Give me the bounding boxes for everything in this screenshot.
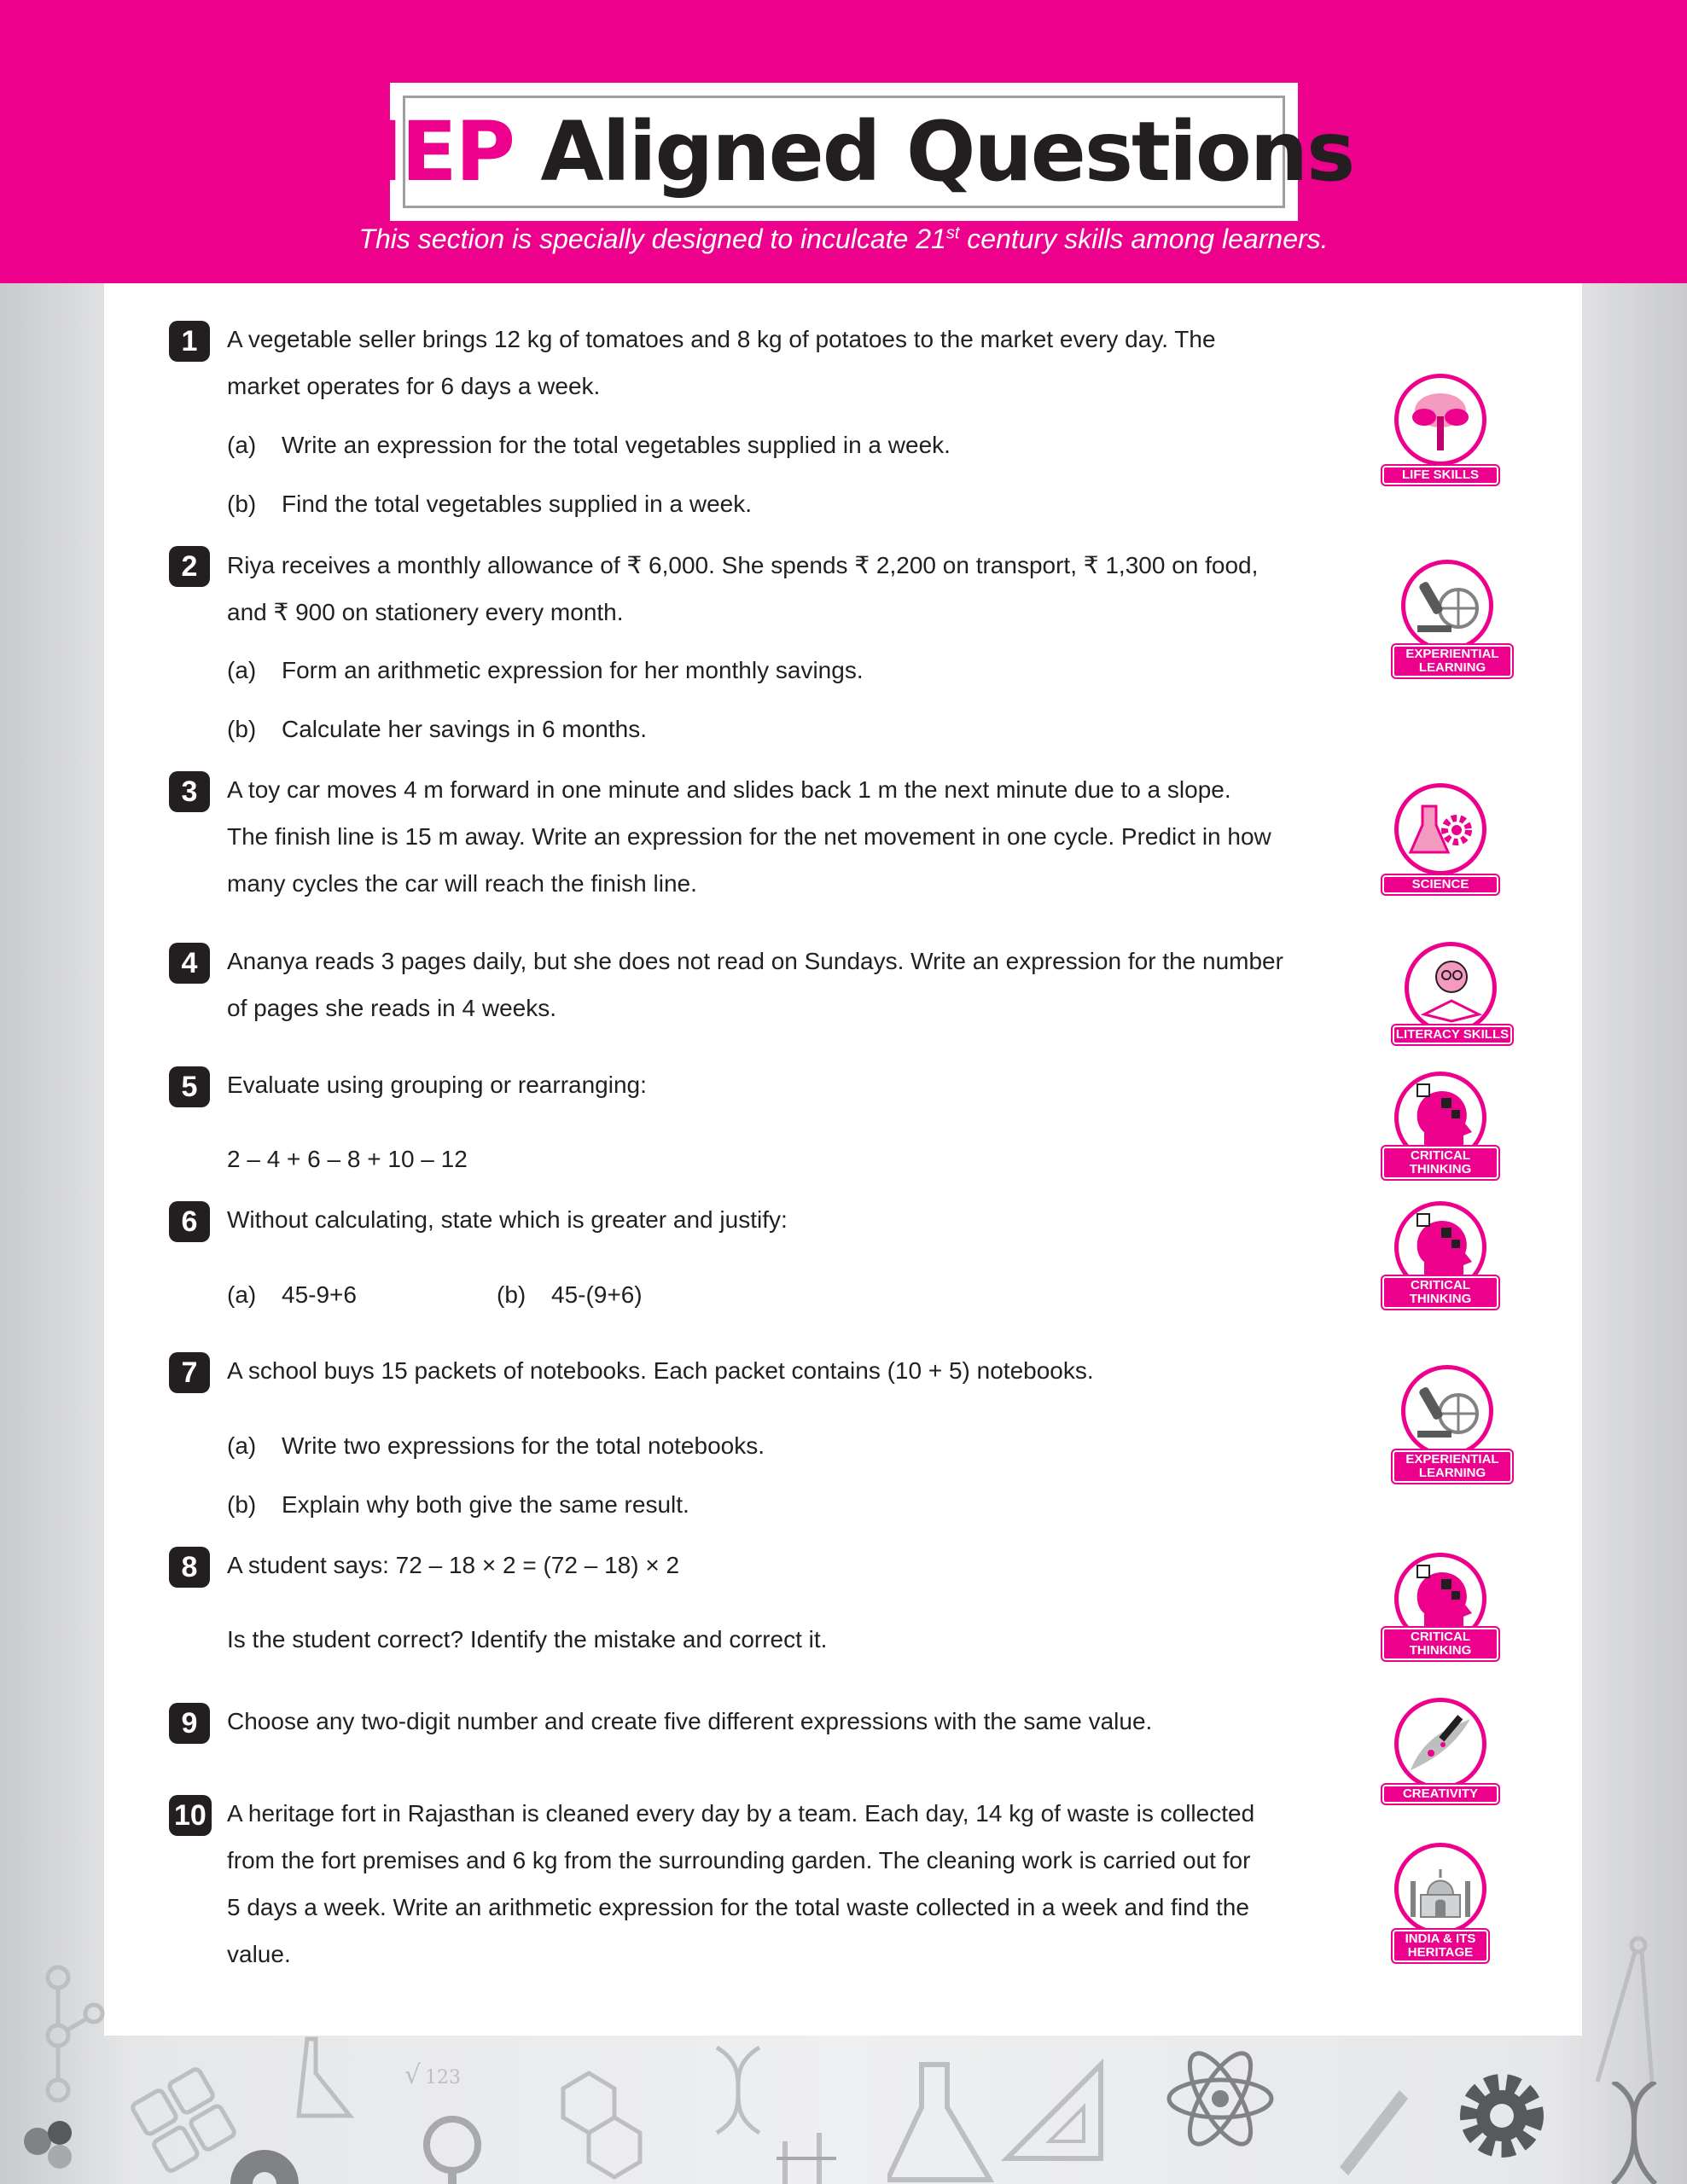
skill-badge <box>1393 942 1515 1044</box>
microscope-globe-icon <box>1401 1365 1493 1457</box>
title-box <box>334 85 1354 218</box>
svg-text:√: √ <box>404 2060 422 2090</box>
question-text: A toy car moves 4 m forward in one minute and slides back 1 m the next minute due to a slope. <box>227 776 1231 803</box>
svg-text:123: 123 <box>425 2067 461 2088</box>
question-text: value. <box>227 1941 291 1967</box>
subtitle <box>0 224 1687 255</box>
question-number: 2 <box>169 546 210 587</box>
badge-label: LITERACY SKILLS <box>1393 1025 1512 1044</box>
skill-badge <box>1382 1072 1502 1179</box>
part-label: (b) <box>227 716 257 742</box>
part-label: (b) <box>497 1281 526 1308</box>
question-text: Is the student correct? Identify the mistake and correct it. <box>227 1626 828 1653</box>
flask-gear-icon <box>1394 783 1486 875</box>
part-label: (a) <box>227 657 257 683</box>
compass-icon <box>1587 1928 1664 2090</box>
title-highlight: NEP <box>334 104 514 200</box>
microscope-globe-icon <box>1401 560 1493 652</box>
part-label: (a) <box>227 432 257 458</box>
tree-icon <box>1394 374 1486 466</box>
title-rest: Aligned Questions <box>540 104 1354 200</box>
skill-badge <box>1382 1843 1502 1962</box>
question-number: 6 <box>169 1201 210 1242</box>
gear-icon <box>213 2133 316 2184</box>
skill-badge <box>1382 374 1502 485</box>
skill-badge <box>1382 1698 1502 1805</box>
part-text: Write an expression for the total vegetables supplied in a week. <box>282 432 951 458</box>
flask-icon <box>290 2030 384 2124</box>
question-text: from the fort premises and 6 kg from the surrounding garden. The cleaning work is carried out for <box>227 1847 1251 1873</box>
badge-label: EXPERIENTIAL LEARNING <box>1393 645 1512 677</box>
part-text: Calculate her savings in 6 months. <box>282 716 647 742</box>
question-text: A heritage fort in Rajasthan is cleaned every day by a team. Each day, 14 kg of waste is collected <box>227 1800 1255 1827</box>
hexagon-molecule-icon <box>546 2065 666 2184</box>
question-text: A vegetable seller brings 12 kg of tomatoes and 8 kg of potatoes to the market every day. The <box>227 326 1216 352</box>
skill-badge <box>1382 783 1502 894</box>
subtitle-sup: st <box>945 224 960 243</box>
question-text: 5 days a week. Write an arithmetic expression for the total waste collected in a week and find the <box>227 1894 1249 1920</box>
part-label: (a) <box>227 1281 257 1308</box>
question-text: The finish line is 15 m away. Write an expression for the net movement in one cycle. Predict in how <box>227 823 1271 850</box>
question-text: of pages she reads in 4 weeks. <box>227 995 557 1021</box>
subtitle-tail: century skills among learners. <box>959 224 1329 254</box>
dna-helix-icon <box>1596 2082 1672 2184</box>
part-text: Form an arithmetic expression for her monthly savings. <box>282 657 864 683</box>
skill-badge <box>1382 1553 1502 1660</box>
question-text: Riya receives a monthly allowance of ₹ 6,000. She spends ₹ 2,200 on transport, ₹ 1,300 on food, <box>227 552 1259 578</box>
question-text: Ananya reads 3 pages daily, but she does not read on Sundays. Write an expression for the number <box>227 948 1283 974</box>
question-number: 8 <box>169 1547 210 1588</box>
part-label: (b) <box>227 491 257 517</box>
question-number: 4 <box>169 943 210 984</box>
badge-label: SCIENCE <box>1382 875 1498 894</box>
question-text: many cycles the car will reach the finish line. <box>227 870 697 897</box>
skill-badge <box>1382 1201 1502 1309</box>
part-label: (a) <box>227 1432 257 1459</box>
atoms-cluster-icon <box>17 2107 85 2175</box>
reader-icon <box>1405 942 1497 1034</box>
question-number: 9 <box>169 1703 210 1744</box>
question-text: Without calculating, state which is greater and justify: <box>227 1206 788 1233</box>
badge-label: EXPERIENTIAL LEARNING <box>1393 1450 1512 1483</box>
math-expression: 2 – 4 + 6 – 8 + 10 – 12 <box>227 1146 468 1172</box>
skill-badge <box>1393 1365 1515 1483</box>
beaker-icon <box>887 2056 998 2184</box>
paint-brush-icon <box>1394 1698 1486 1790</box>
subtitle-text: This section is specially designed to inculcate 21 <box>358 224 946 254</box>
skill-badge <box>1393 560 1515 677</box>
question-number: 3 <box>169 771 210 812</box>
badge-label: CRITICAL THINKING <box>1382 1276 1498 1309</box>
part-text: Explain why both give the same result. <box>282 1491 689 1518</box>
badge-label: CRITICAL THINKING <box>1382 1628 1498 1660</box>
dna-icon <box>700 2039 777 2141</box>
atom-icon <box>1161 2039 1280 2158</box>
question-number: 10 <box>169 1795 212 1836</box>
question-text: A student says: 72 – 18 × 2 = (72 – 18) × 2 <box>227 1552 680 1578</box>
question-text: market operates for 6 days a week. <box>227 373 601 399</box>
question-number: 5 <box>169 1066 210 1107</box>
part-text: 45-(9+6) <box>551 1281 643 1308</box>
pipette-icon <box>1331 2082 1416 2184</box>
page-title <box>334 104 1354 200</box>
taj-mahal-icon <box>1394 1843 1486 1935</box>
question-text: A school buys 15 packets of notebooks. Each packet contains (10 + 5) notebooks. <box>227 1357 1094 1384</box>
question-number: 7 <box>169 1352 210 1393</box>
set-square-icon <box>998 2056 1109 2167</box>
question-number: 1 <box>169 321 210 362</box>
part-label: (b) <box>227 1491 257 1518</box>
cog-icon <box>1451 2065 1553 2167</box>
badge-label: CREATIVITY <box>1382 1785 1498 1804</box>
badge-label: CRITICAL THINKING <box>1382 1147 1498 1179</box>
question-text: Evaluate using grouping or rearranging: <box>227 1072 647 1098</box>
test-tube-icon <box>768 2107 845 2184</box>
question-text: Choose any two-digit number and create five different expressions with the same value. <box>227 1708 1153 1734</box>
part-text: Find the total vegetables supplied in a week. <box>282 491 753 517</box>
part-text: 45-9+6 <box>282 1281 357 1308</box>
part-text: Write two expressions for the total notebooks. <box>282 1432 765 1459</box>
magnifier-icon <box>401 2056 503 2184</box>
badge-label: INDIA & ITS HERITAGE <box>1393 1930 1488 1962</box>
badge-label: LIFE SKILLS <box>1382 466 1498 485</box>
molecule-icon <box>17 1954 111 2124</box>
question-text: and ₹ 900 on stationery every month. <box>227 599 624 625</box>
